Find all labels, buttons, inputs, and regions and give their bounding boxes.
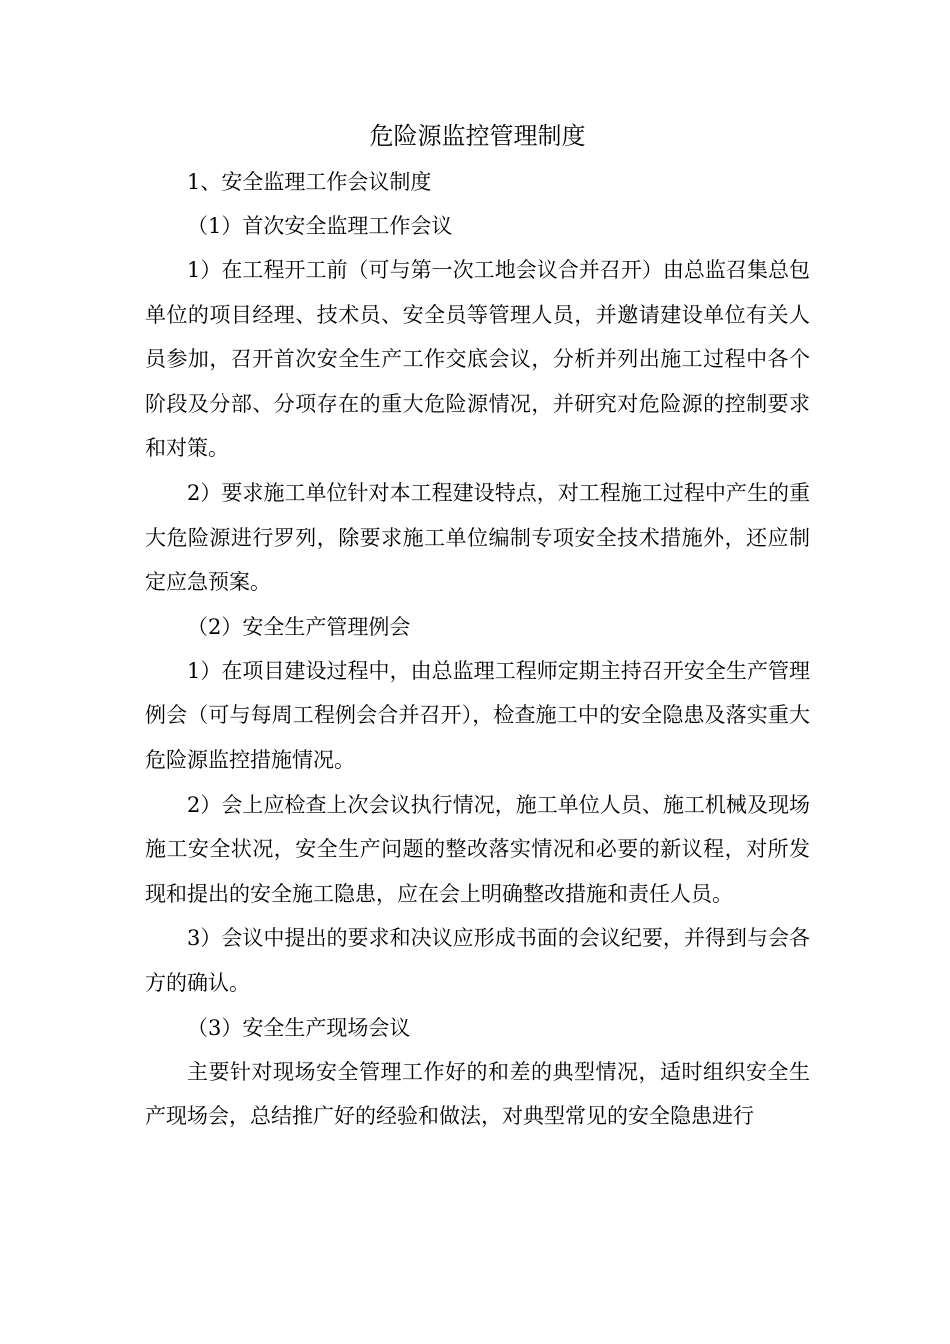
- paragraph-regular-meeting-1: 1）在项目建设过程中，由总监理工程师定期主持召开安全生产管理例会（可与每周工程例会合并召开），检查施工中的安全隐患及落实重大危险源监控措施情况。: [145, 658, 810, 772]
- subsection-heading-first-meeting: （1）首次安全监理工作会议: [187, 214, 453, 238]
- paragraph-regular-meeting-3: 3）会议中提出的要求和决议应形成书面的会议纪要，并得到与会各方的确认。: [145, 926, 810, 995]
- paragraph-first-meeting-1: 1）在工程开工前（可与第一次工地会议合并召开）由总监召集总包单位的项目经理、技术员、安全员等管理人员，并邀请建设单位有关人员参加，召开首次安全生产工作交底会议，分析并列出施工过程中各个阶段及分部、分项存在的重大危险源情况，并研究对危险源的控制要求和对策。: [145, 258, 810, 461]
- subsection-heading-site-meeting: （3）安全生产现场会议: [187, 1015, 411, 1040]
- section-heading-meeting-system: 1、安全监理工作会议制度: [187, 170, 432, 194]
- paragraph-first-meeting-2: 2）要求施工单位针对本工程建设特点，对工程施工过程中产生的重大危险源进行罗列，除要求施工单位编制专项安全技术措施外，还应制定应急预案。: [145, 480, 810, 595]
- paragraph-regular-meeting-2: 2）会上应检查上次会议执行情况，施工单位人员、施工机械及现场施工安全状况，安全生产问题的整改落实情况和必要的新议程，对所发现和提出的安全施工隐患，应在会上明确整改措施和责任人员。: [145, 792, 810, 906]
- paragraph-site-meeting-1: 主要针对现场安全管理工作好的和差的典型情况，适时组织安全生产现场会，总结推广好的经验和做法，对典型常见的安全隐患进行: [145, 1059, 810, 1129]
- document-title: 危险源监控管理制度: [369, 122, 586, 150]
- subsection-heading-regular-meeting: （2）安全生产管理例会: [187, 614, 411, 639]
- document-page: [145, 112, 810, 1139]
